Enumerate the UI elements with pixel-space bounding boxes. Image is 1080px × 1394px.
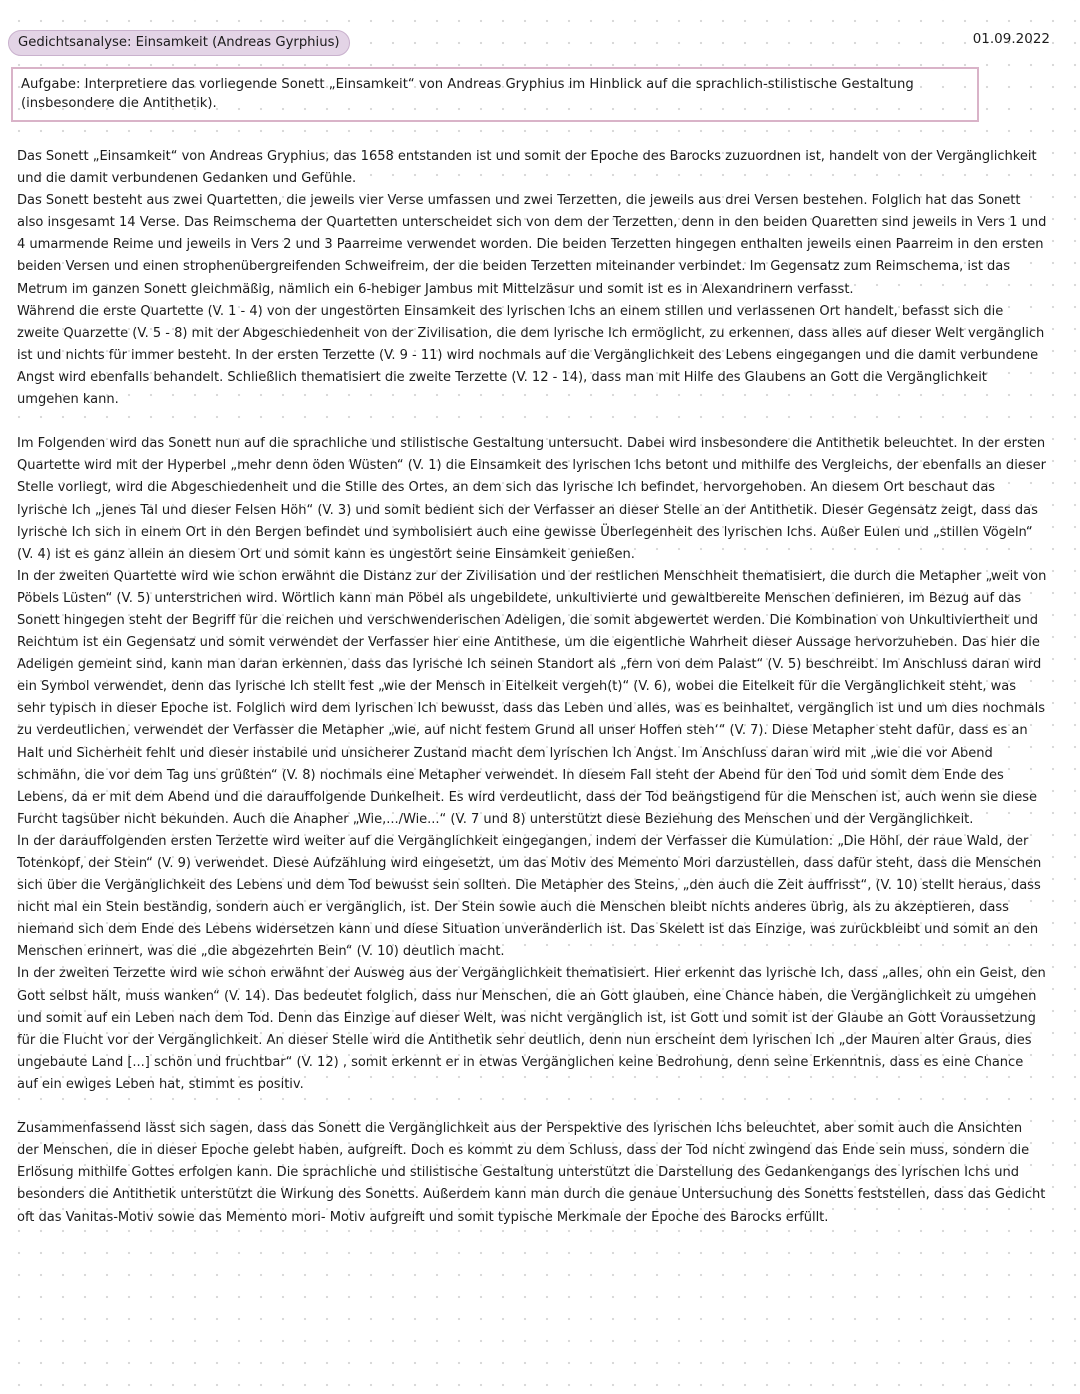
analysis-tercet-2-paragraph: In der zweiten Terzette wird wie schon erwähnt der Ausweg aus der Vergänglichkeit thematisiert. Hier erkennt das lyrische Ich, dass „alles, ohn ein Geist, den Gott selbst hält, muss wanken“ (V. 14). Das bedeutet folglich, dass nur Menschen, die an Gott glauben, eine Chance haben, die Vergänglichkeit zu umgehen und somit auf ein Leben nach dem Tod. Denn das Einzige auf dieser Welt, was nicht vergänglich ist, ist Gott und somit ist der Glaube an Gott Voraussetzung für die Flucht vor der Vergänglichkeit. An dieser Stelle wird die Antithetik sehr deutlich, denn nun erscheint dem lyrischen Ich „der Mauren alter Graus, dies ungebaute Land [...] schön und fruchtbar“ (V. 12) , somit erkennt er in etwas Vergänglichen keine Bedrohung, denn seine Erkenntnis, dass es eine Chance auf ein ewiges Leben hat, stimmt es positiv.: [17, 966, 1046, 1092]
analysis-quartet-1-paragraph: Im Folgenden wird das Sonett nun auf die sprachliche und stilistische Gestaltung untersucht. Dabei wird insbesondere die Antithetik beleuchtet. In der ersten Quartette wird mit der Hyperbel „mehr denn öden Wüsten“ (V. 1) die Einsamkeit des lyrischen Ichs betont und mithilfe des Vergleichs, der ebenfalls an dieser Stelle vorliegt, wird die Abgeschiedenheit und die Stille des Ortes, an dem sich das lyrische Ich befindet, hervorgehoben. An diesem Ort beschaut das lyrische Ich „jenes Tal und dieser Felsen Höh“ (V. 3) und somit bedient sich der Verfasser an dieser Stelle an der Antithetik. Dieser Gegensatz zeigt, dass das lyrische Ich sich in einem Ort in den Bergen befindet und symbolisiert auch eine gewisse Überlegenheit des lyrischen Ichs. Außer Eulen und „stillen Vögeln“ (V. 4) ist es ganz allein an diesem Ort und somit kann es ungestört seine Einsamkeit genießen.: [17, 436, 1046, 562]
task-box: [11, 67, 979, 122]
form-paragraph: Das Sonett besteht aus zwei Quartetten, die jeweils vier Verse umfassen und zwei Terzetten, die jeweils aus drei Versen bestehen. Folglich hat das Sonett also insgesamt 14 Verse. Das Reimschema der Quartetten unterscheidet sich von dem der Terzetten, denn in den beiden Quaretten sind jeweils in Vers 1 und 4 umarmende Reime und jeweils in Vers 2 und 3 Paarreime verwendet worden. Die beiden Terzetten hingegen enthalten jeweils einen Paarreim in den ersten beiden Versen und einen strophenübergreifenden Schweifreim, der die beiden Terzetten miteinander verbindet. Im Gegensatz zum Reimschema, ist das Metrum im ganzen Sonett gleichmäßig, nämlich ein 6-hebiger Jambus mit Mittelzäsur und somit ist es in Alexandrinern verfasst.: [17, 193, 1047, 297]
content-overview-paragraph: Während die erste Quartette (V. 1 - 4) von der ungestörten Einsamkeit des lyrischen Ichs an einem stillen und verlassenen Ort handelt, befasst sich die zweite Quarzette (V. 5 - 8) mit der Abgeschiedenheit von der Zivilisation, die dem lyrische Ich ermöglicht, zu erkennen, dass alles auf dieser Welt vergänglich ist und nichts für immer besteht. In der ersten Terzette (V. 9 - 11) wird nochmals auf die Vergänglichkeit des Lebens eingegangen und die damit verbundene Angst wird ebenfalls behandelt. Schließlich thematisiert die zweite Terzette (V. 12 - 14), dass man mit Hilfe des Glaubens an Gott die Vergänglichkeit umgehen kann.: [17, 303, 1045, 408]
page-title: Gedichtsanalyse: Einsamkeit (Andreas Gyrphius): [8, 30, 350, 56]
paragraph-spacer: [17, 1096, 1047, 1118]
page-date: 01.09.2022: [972, 31, 1050, 47]
paragraph-spacer: [17, 411, 1047, 433]
intro-paragraph: Das Sonett „Einsamkeit“ von Andreas Gryphius, das 1658 entstanden ist und somit der Epoche des Barocks zuzuordnen ist, handelt von der Vergänglichkeit und die damit verbundenen Gedanken und Gefühle.: [17, 149, 1037, 187]
analysis-quartet-2-paragraph: In der zweiten Quartette wird wie schon erwähnt die Distanz zur der Zivilisation und der restlichen Menschheit thematisiert, die durch die Metapher „weit von Pöbels Lüsten“ (V. 5) unterstrichen wird. Wörtlich kann man Pöbel als ungebildete, unkultivierte und gewaltbereite Menschen definieren, im Bezug auf das Sonett hingegen steht der Begriff für die reichen und verschwenderischen Adeligen, die somit abgewertet werden. Die Kombination von Unkultiviertheit und Reichtum ist ein Gegensatz und somit verwendet der Verfasser hier eine Antithese, um die eigentliche Wahrheit dieser Aussage hervorzuheben. Das hier die Adeligen gemeint sind, kann man daran erkennen, dass das lyrische Ich seinen Standort als „fern von dem Palast“ (V. 5) beschreibt. Im Anschluss daran wird ein Symbol verwendet, denn das lyrische Ich stellt fest „wie der Mensch in Eitelkeit vergeh(t)“ (V. 6), wobei die Eitelkeit für die Vergänglichkeit steht, was sehr typisch in dieser Epoche ist. Folglich wird dem lyrischen Ich bewusst, dass das Leben und alles, was es beinhaltet, vergänglich ist und um dies nochmals zu verdeutlichen, verwendet der Verfasser die Metapher „wie, auf nicht festem Grund all unser Hoffen steh‘“ (V. 7). Diese Metapher steht dafür, dass es an Halt und Sicherheit fehlt und dieser instabile und unsicherer Zustand macht dem lyrischen Ich Angst. Im Anschluss daran wird mit „wie die vor Abend schmähn, die vor dem Tag uns grüßten“ (V. 8) nochmals eine Metapher verwendet. In diesem Fall steht der Abend für den Tod und somit dem Ende des Lebens, da er mit dem Abend und die darauffolgende Dunkelheit. Es wird verdeutlicht, dass der Tod beängstigend für die Menschen ist, auch wenn sie diese Furcht tagsüber nicht bekunden. Auch die Anapher „Wie,.../Wie...“ (V. 7 und 8) unterstützt diese Beziehung des Menschen und der Vergänglichkeit.: [17, 568, 1047, 827]
conclusion-paragraph: Zusammenfassend lässt sich sagen, dass das Sonett die Vergänglichkeit aus der Perspektive des lyrischen Ichs beleuchtet, aber somit auch die Ansichten der Menschen, die in dieser Epoche gelebt haben, aufgreift. Doch es kommt zu dem Schluss, dass der Tod nicht zwingend das Ende sein muss, sondern die Erlösung mithilfe Gottes erfolgen kann. Die sprachliche und stilistische Gestaltung unterstützt die Darstellung des Gedankengangs des lyrischen Ichs und besonders die Antithetik unterstützt die Wirkung des Sonetts. Außerdem kann man durch die genaue Untersuchung des Sonetts feststellen, dass das Gedicht oft das Vanitas-Motiv sowie das Memento mori- Motiv aufgreift und somit typische Merkmale der Epoche des Barocks erfüllt.: [17, 1121, 1046, 1225]
essay-body: [17, 146, 1047, 1229]
analysis-tercet-1-paragraph: In der darauffolgenden ersten Terzette wird weiter auf die Vergänglichkeit eingegangen, indem der Verfasser die Kumulation: „Die Höhl, der raue Wald, der Totenkopf, der Stein“ (V. 9) verwendet. Diese Aufzählung wird eingesetzt, um das Motiv des Memento Mori darzustellen, dass dafür steht, dass die Menschen sich über die Vergänglichkeit des Lebens und dem Tod bewusst sein sollten. Die Metapher des Steins, „den auch die Zeit auffrisst“, (V. 10) stellt heraus, dass nicht mal ein Stein beständig, sondern auch er vergänglich, ist. Der Stein sowie auch die Menschen bleibt nichts anderes übrig, als zu akzeptieren, dass niemand sich dem Ende des Lebens widersetzen kann und diese Situation unveränderlich ist. Das Skelett ist das Einzige, was zurückbleibt und somit an den Menschen erinnert, was die „die abgezehrten Bein“ (V. 10) deutlich macht.: [17, 833, 1042, 960]
page-header: [8, 30, 1050, 56]
task-text: Aufgabe: Interpretiere das vorliegende Sonett „Einsamkeit“ von Andreas Gryphius im Hinblick auf die sprachlich-stilistische Gestaltung (insbesondere die Antithetik).: [21, 77, 914, 111]
